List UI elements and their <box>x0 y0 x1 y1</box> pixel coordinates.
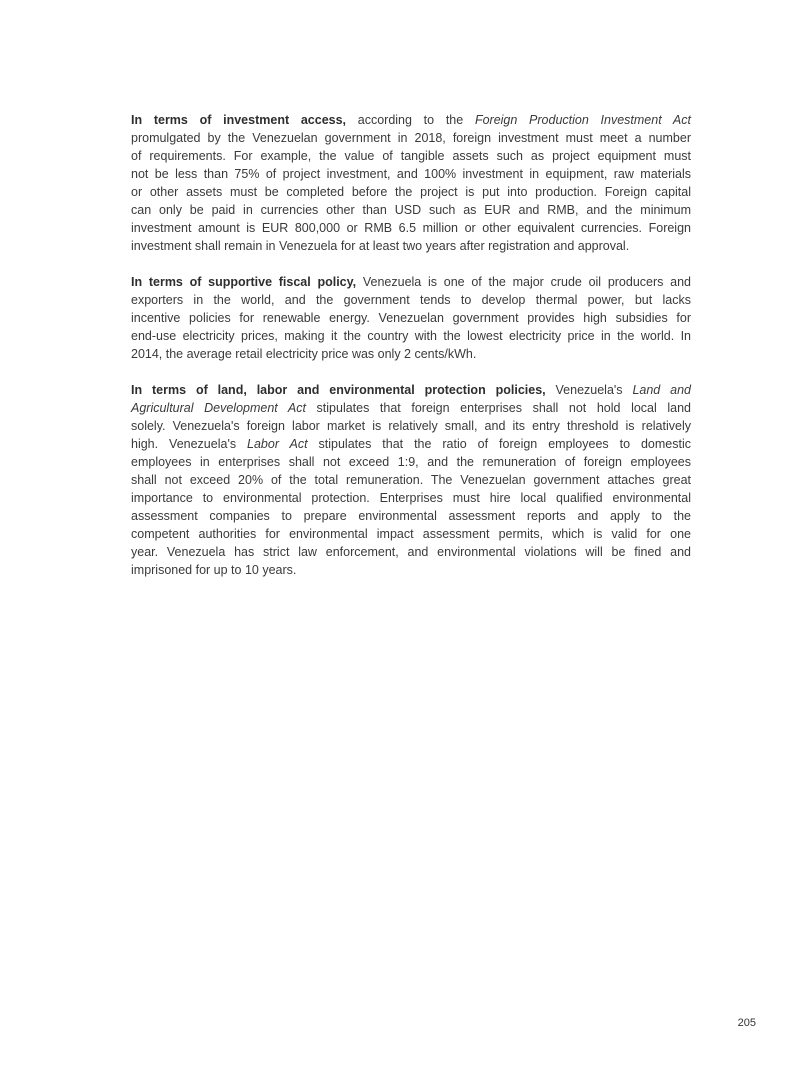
paragraph-lead-in: In terms of land, labor and environmental protection policies, <box>131 383 546 397</box>
body-text <box>131 111 691 597</box>
text-segment: Venezuela is one of the major crude oil producers and <box>356 275 691 289</box>
text-line <box>131 165 691 183</box>
text-segment: importance to environmental protection. Enterprises must hire local qualified environmental <box>131 491 691 505</box>
text-line <box>131 561 691 579</box>
text-line <box>131 453 691 471</box>
text-line <box>131 507 691 525</box>
paragraph <box>131 273 691 363</box>
text-line <box>131 489 691 507</box>
text-segment: solely. Venezuela's foreign labor market is relatively small, and its entry threshold is relatively <box>131 419 691 433</box>
act-title: Land and <box>632 383 691 397</box>
text-line <box>131 237 691 255</box>
text-line <box>131 381 691 399</box>
text-line <box>131 471 691 489</box>
text-segment: 2014, the average retail electricity price was only 2 cents/kWh. <box>131 347 477 361</box>
text-line <box>131 525 691 543</box>
text-line <box>131 345 691 363</box>
text-segment: shall not exceed 20% of the total remuneration. The Venezuelan government attaches great <box>131 473 691 487</box>
text-segment: not be less than 75% of project investment, and 100% investment in equipment, raw materials <box>131 167 691 181</box>
text-line <box>131 273 691 291</box>
page-number: 205 <box>737 1017 756 1029</box>
text-line <box>131 399 691 417</box>
text-segment: exporters in the world, and the government tends to develop thermal power, but lacks <box>131 293 691 307</box>
text-line <box>131 327 691 345</box>
text-segment: assessment companies to prepare environmental assessment reports and apply to the <box>131 509 691 523</box>
paragraph <box>131 111 691 255</box>
paragraph-lead-in: In terms of supportive fiscal policy, <box>131 275 357 289</box>
text-line <box>131 291 691 309</box>
text-segment: employees in enterprises shall not exceed 1:9, and the remuneration of foreign employees <box>131 455 691 469</box>
text-segment: investment amount is EUR 800,000 or RMB 6.5 million or other equivalent currencies. Foreign <box>131 221 691 235</box>
paragraph-lead-in: In terms of investment access, <box>131 113 347 127</box>
text-segment: or other assets must be completed before the project is put into production. Foreign capital <box>131 185 691 199</box>
text-line <box>131 417 691 435</box>
text-segment: imprisoned for up to 10 years. <box>131 563 297 577</box>
text-line <box>131 183 691 201</box>
text-segment: end-use electricity prices, making it the country with the lowest electricity price in the world. In <box>131 329 691 343</box>
text-segment: promulgated by the Venezuelan government in 2018, foreign investment must meet a number <box>131 131 691 145</box>
text-line <box>131 219 691 237</box>
text-line <box>131 435 691 453</box>
text-line <box>131 543 691 561</box>
text-segment: according to the <box>346 113 475 127</box>
text-line <box>131 111 691 129</box>
text-segment: can only be paid in currencies other than USD such as EUR and RMB, and the minimum <box>131 203 691 217</box>
act-title: Foreign Production Investment Act <box>474 113 691 127</box>
text-segment: year. Venezuela has strict law enforcement, and environmental violations will be fined and <box>131 545 691 559</box>
text-segment: stipulates that foreign enterprises shall not hold local land <box>305 401 692 415</box>
text-line <box>131 147 691 165</box>
text-segment: incentive policies for renewable energy. Venezuelan government provides high subsidies for <box>131 311 691 325</box>
text-segment: stipulates that the ratio of foreign employees to domestic <box>307 437 691 451</box>
text-segment: competent authorities for environmental impact assessment permits, which is valid for one <box>131 527 691 541</box>
text-segment: high. Venezuela's <box>131 437 248 451</box>
act-title: Labor Act <box>247 437 308 451</box>
text-segment: of requirements. For example, the value of tangible assets such as project equipment must <box>131 149 691 163</box>
text-line <box>131 129 691 147</box>
text-line <box>131 201 691 219</box>
text-segment: Venezuela's <box>545 383 633 397</box>
text-line <box>131 309 691 327</box>
text-segment: investment shall remain in Venezuela for at least two years after registration and approval. <box>131 239 630 253</box>
act-title: Agricultural Development Act <box>131 401 306 415</box>
paragraph <box>131 381 691 579</box>
